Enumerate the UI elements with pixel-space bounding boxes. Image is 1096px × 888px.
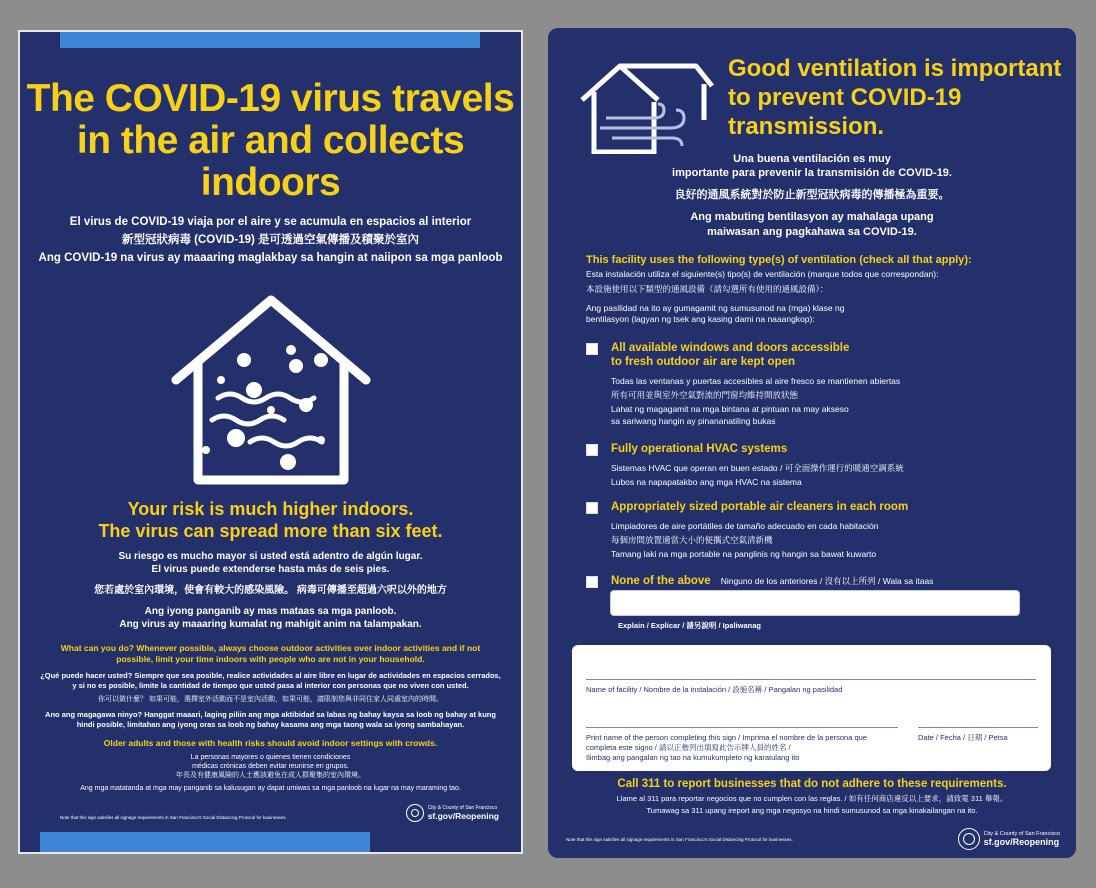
sf-seal-icon [958,828,980,850]
older-adults-en: Older adults and those with health risks should avoid indoor settings with crowds. [103,738,438,748]
older-adults-zh: 年長及有健康風險的人士應該避免在成人群聚集的室內環境。 [176,772,365,779]
brand-url: sf.gov/Reopening [427,811,499,821]
what-can-you-do-tl: Ano ang magagawa ninyo? Hanggat maaari, laging piliin ang mga aktibidad sa labas ng bahay kaysa sa loob ng bahay at kung hindi posible, limitahan ang iyong oras sa loob ng bahay kasama ang mga taong wala sa iyong sambahayan. [45,710,496,729]
what-can-you-do-en: What can you do? Whenever possible, always choose outdoor activities over indoor activities and if not possible, limit your time indoors with people who are not in your household. [60,643,481,664]
older-adults-es-2: médicas crónicas deben evitar reunirse en grupos. [192,763,349,770]
none-checkbox[interactable] [586,576,598,588]
date-field[interactable] [918,727,1038,728]
option-none [586,574,1056,588]
brand-city: City & County of San Francisco [983,831,1060,837]
call-tl: Tumawag sa 311 upang ireport ang mga negosyo na hindi sumusunod sa mga kinakailangan na ito. [646,806,978,815]
facility-name-label: Name of facility / Nombre de la instalación / 設施名稱 / Pangalan ng pasilidad [586,685,843,694]
sf-brand [958,828,1060,850]
facility-en: This facility uses the following type(s) of ventilation (check all that apply): [586,254,972,266]
risk-tl-2: Ang virus ay maaaring kumalat ng mahigit anim na talampakan. [119,619,422,630]
subtitle-tl-2: maiwasan ang pagkahawa sa COVID-19. [707,226,917,238]
tape-top [60,32,480,48]
explain-field[interactable] [610,590,1020,616]
signage-note: Note that this sign satisfies all signage requirements in San Francisco's Social Distancing Protocol for businesses. [60,815,287,820]
house-virus-icon [146,280,396,490]
subtitle-es-2: importante para prevenir la transmisión de COVID-19. [672,167,952,179]
sf-brand [406,804,499,822]
option-title: Appropriately sized portable air cleaners in each room [611,501,909,513]
person-name-label-1: Print name of the person completing this sign / Imprima el nombre de la persona que [586,733,867,742]
poster-title: The COVID-19 virus travels in the air and collects indoors [26,77,515,204]
person-name-label-3: Ilimbag ang pangalan ng tao na kumukumpleto ng karatulang ito [586,753,800,762]
call-en: Call 311 to report businesses that do not adhere to these requirements. [617,778,1007,790]
signage-note: Note that this sign satisfies all signage requirements in San Francisco's Social Distancing Protocol for businesses. [566,837,793,842]
subtitle-es-1: Una buena ventilación es muy [733,153,891,165]
option-title: All available windows and doors accessible [611,342,850,354]
person-name-label-2: completa este signo / 請以正楷列出填寫此告示牌人員的姓名 / [586,743,791,752]
option-windows-doors [586,341,1056,427]
facility-es: Esta instalación utiliza el siguiente(s) tipo(s) de ventilación (marque todos que correspondan): [586,269,939,279]
option-zh: 所有可用並與室外空氣對流的門窗均維持開放狀態 [611,390,799,400]
subtitle-tl: Ang COVID-19 na virus ay maaaring maglakbay sa hangin at naiipon sa mga panloob [38,252,503,264]
call-es: Llame al 311 para reportar negocios que no cumplen con las reglas. / 如有任何商店違反以上要求，請致電 311 舉報。 [616,794,1008,803]
sf-seal-icon [406,804,424,822]
option-tl: sa sariwang hangin ay pinananatiling bukas [611,416,776,426]
option-title: Fully operational HVAC systems [611,443,788,455]
ventilation-poster [548,28,1076,858]
older-adults-tl: Ang mga matatanda at mga may panganib sa kalusugan ay dapat umiwas sa mga panloob na lugar na may maraming tao. [80,785,461,792]
risk-zh: 您若處於室內環境，使會有較大的感染風險。 病毒可傳播至超過六呎以外的地方 [94,585,447,596]
explain-label: Explain / Explicar / 請另說明 / Ipaliwanag [618,621,761,630]
facility-form [572,645,1051,771]
brand-city: City & County of San Francisco [427,805,498,811]
option-es: Ninguno de los anteriores / 沒有以上所列 / Wala sa itaas [720,576,934,586]
windows-doors-checkbox[interactable] [586,343,598,355]
facility-zh: 本設施使用以下類型的通風設備（請勾選所有使用的通風設備）： [586,284,829,294]
brand-url: sf.gov/Reopening [983,837,1060,847]
option-es: Sistemas HVAC que operan en buen estado / 可全面操作運行的暖通空調系統 [611,463,904,473]
subtitle-es: El virus de COVID-19 viaja por el aire y se acumula en espacios al interior [69,216,472,228]
date-label: Date / Fecha / 日期 / Petsa [918,733,1008,742]
risk-heading-2: The virus can spread more than six feet. [98,521,443,541]
call-311 [548,778,1076,817]
option-tl: Lubos na napapatakbo ang mga HVAC na sistema [611,477,802,487]
subtitle-tl-1: Ang mabuting bentilasyon ay mahalaga upang [690,211,934,223]
option-tl: Tamang laki na mga portable na panglinis ng hangin sa bawat kuwarto [611,549,877,559]
facility-name-field[interactable] [586,679,1036,680]
option-title: to fresh outdoor air are kept open [611,356,796,368]
option-air-cleaners [586,500,1056,560]
tape-bottom [40,832,370,852]
what-can-you-do-zh: 你可以做什麼？ 如果可能，選擇室外活動而不是室內活動，如果可能，請限制您與非同住家人同處室內的時間。 [98,696,443,703]
option-zh: 每個房間放置適當大小的便攜式空氣清新機 [611,535,773,545]
facility-instructions [586,254,1056,325]
option-tl: Lahat ng magagamit na mga bintana at pintuan na may akseso [611,404,849,414]
option-hvac [586,442,1056,488]
risk-es-1: Su riesgo es mucho mayor si usted está adentro de algún lugar. [118,551,423,562]
risk-heading-1: Your risk is much higher indoors. [127,499,414,519]
what-can-you-do-es: ¿Qué puede hacer usted? Siempre que sea posible, realice actividades al aire libre en lugar de actividades en espacios cerrados, y si no es posible, limite la cantidad de tiempo que usted pasa al interior con personas que no viven con usted. [40,671,501,690]
poster-footer [20,796,521,824]
risk-tl-1: Ang iyong panganib ay mas mataas sa mga panloob. [144,606,397,617]
older-adults-es-1: La personas mayores o quienes tienen condiciones [190,754,351,761]
hvac-checkbox[interactable] [586,444,598,456]
subtitle-zh: 新型冠狀病毒 (COVID-19) 是可透過空氣傳播及積聚於室內 [121,234,420,246]
poster-title: Good ventilation is important to prevent COVID-19 transmission. [728,55,1062,140]
risk-es-2: El virus puede extenderse hasta más de seis pies. [151,564,390,575]
facility-tl-1: Ang pasilidad na ito ay gumagamit ng sumusunod na (mga) klase ng [586,303,845,313]
option-es: Limpiadores de aire portátiles de tamaño adecuado en cada habitación [611,521,879,531]
house-airflow-icon [576,44,716,154]
facility-tl-2: bentilasyon (lagyan ng tsek ang kasing dami na naaangkop): [586,314,815,324]
subtitle-zh: 良好的通風系統對於防止新型冠狀病毒的傳播極為重要。 [674,189,950,201]
person-name-field[interactable] [586,727,898,728]
option-es: Todas las ventanas y puertas accesibles al aire fresco se mantienen abiertas [611,376,901,386]
option-title: None of the above [611,575,711,587]
air-cleaners-checkbox[interactable] [586,502,598,514]
covid-air-poster [18,30,523,854]
